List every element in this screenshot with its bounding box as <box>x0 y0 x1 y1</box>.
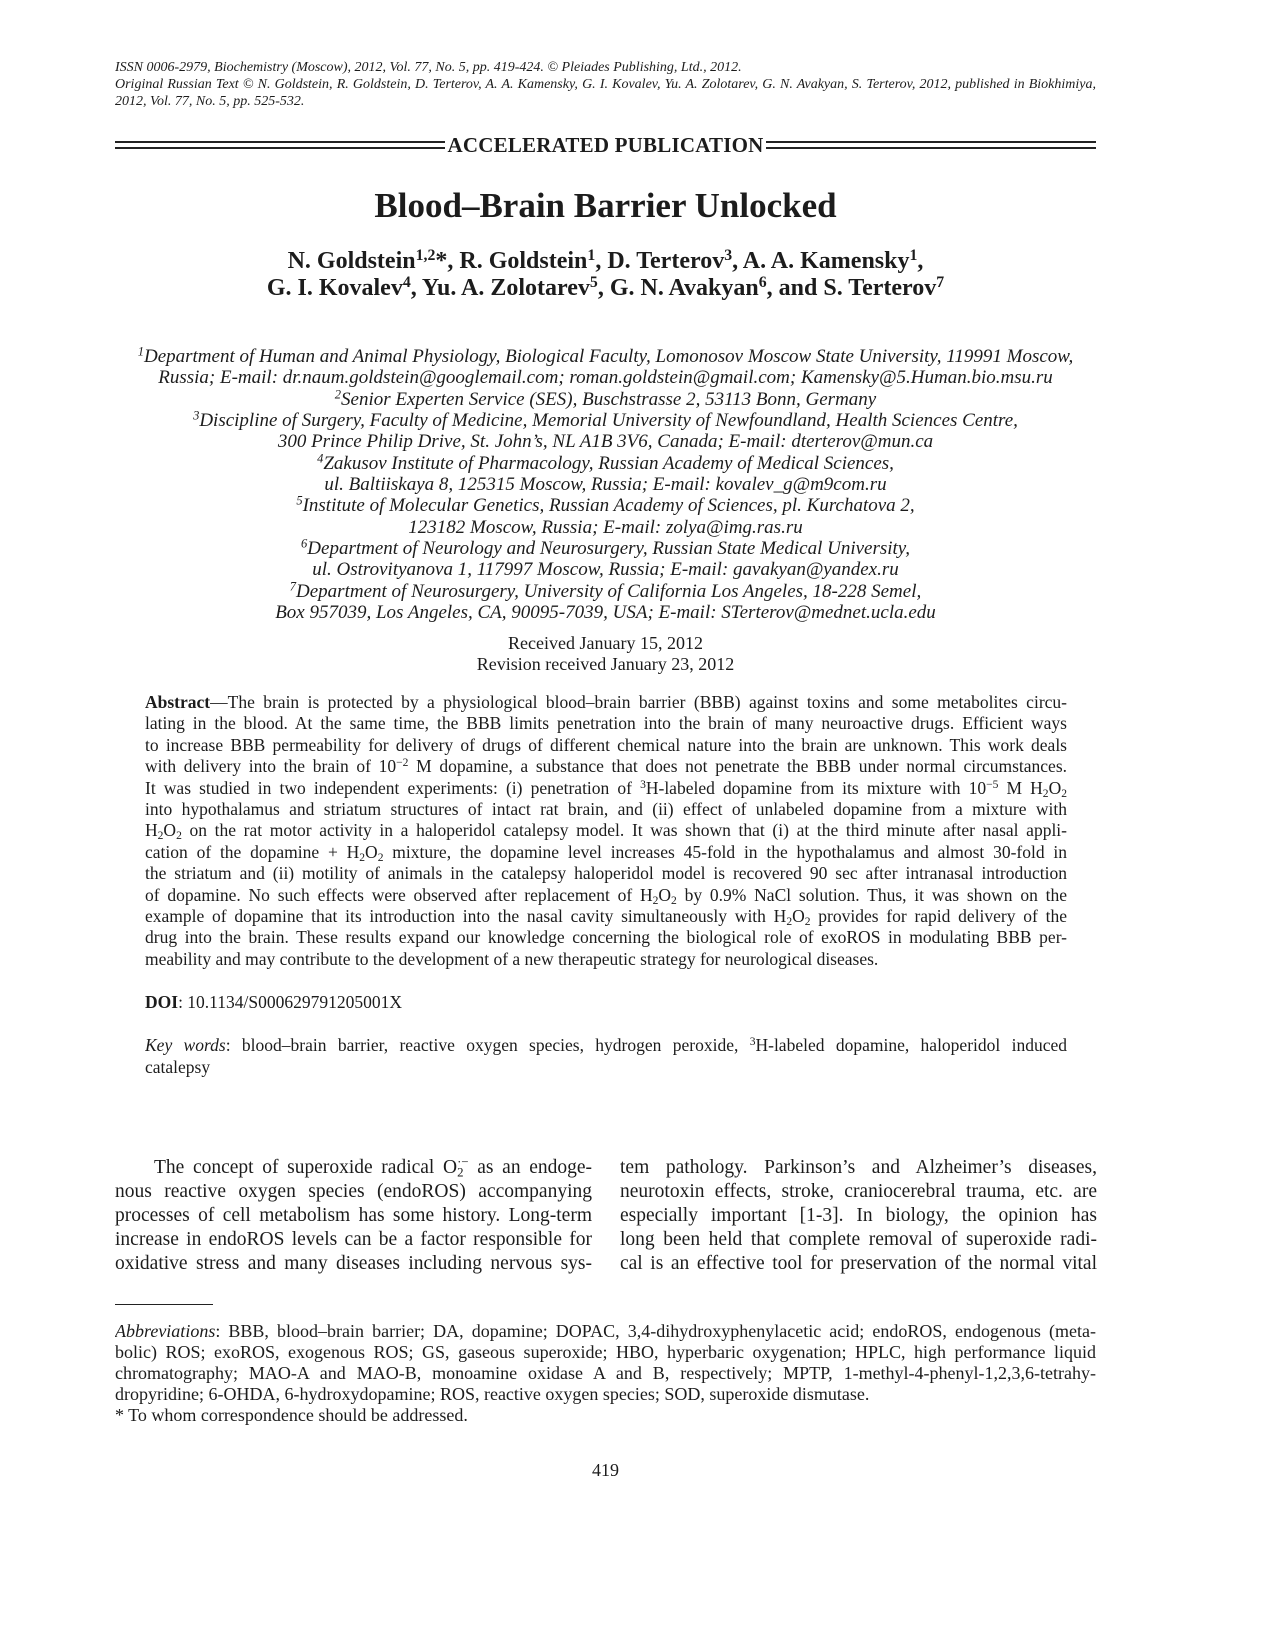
affiliation-line-text: 300 Prince Philip Drive, St. John’s, NL A1B 3V6, Canada; E-mail: dterterov@mun.ca <box>277 431 934 453</box>
footnote-line-text: bolic) ROS; exoROS, exogenous ROS; GS, gaseous superoxide; HBO, hyperbaric oxygenation; HPLC, high performance liquid <box>115 1342 1096 1362</box>
footnote-line-text: chromatography; MAO-A and MAO-B, monoamine oxidase A and B, respectively; MPTP, 1-methyl-4-phenyl-1,2,3,6-tetrahy- <box>115 1363 1096 1383</box>
abstract-line <box>145 799 1067 820</box>
body-line-text: oxidative stress and many diseases including nervous sys- <box>115 1253 592 1274</box>
affiliations <box>115 346 1096 623</box>
subscript: 2 <box>804 916 811 928</box>
abbreviations-footnote <box>115 1321 1096 1405</box>
footnote-line <box>115 1384 1096 1405</box>
affiliation-line-text: Senior Experten Service (SES), Buschstrasse 2, 53113 Bonn, Germany <box>341 388 877 410</box>
bold-label: Abstract <box>145 692 211 712</box>
body-line-text: especially important [1-3]. In biology, the opinion has <box>620 1205 1097 1226</box>
footnote-line-text: dropyridine; 6-OHDA, 6-hydroxydopamine; ROS, reactive oxygen species; SOD, superoxide dismutase. <box>115 1384 870 1404</box>
superscript: 3 <box>724 248 733 265</box>
abstract-line-text: meability and may contribute to the development of a new therapeutic strategy for neurological diseases. <box>145 948 879 969</box>
subscript: 2 <box>786 916 793 928</box>
subscript: 2 <box>1061 787 1067 799</box>
affiliation-line <box>115 517 1096 538</box>
superscript: 7 <box>936 275 945 292</box>
body-line <box>620 1180 1097 1204</box>
subscript: 2 <box>457 1165 464 1180</box>
dates <box>115 633 1096 675</box>
abstract-line <box>145 692 1067 713</box>
body-column-left <box>115 1156 592 1276</box>
revision-date: Revision received January 23, 2012 <box>476 654 735 674</box>
affiliation-line-text: Discipline of Surgery, Faculty of Medicine, Memorial University of Newfoundland, Health Sciences Centre, <box>199 409 1018 431</box>
affiliation-line <box>115 581 1096 602</box>
affiliation-line <box>115 410 1096 431</box>
doi-line-text: : 10.1134/S000629791205001X <box>178 992 403 1012</box>
abstract-line <box>145 927 1067 948</box>
body-line <box>620 1252 1097 1276</box>
author-line-text: , <box>917 248 924 274</box>
author-list <box>115 248 1096 302</box>
abstract-line-text: on the rat motor activity in a haloperidol catalepsy model. It was shown that (i) at the third minute after nasal appli- <box>181 820 1067 841</box>
affiliation-line <box>115 431 1096 452</box>
section-label: ACCELERATED PUBLICATION <box>447 132 764 157</box>
abstract-line-text: M dopamine, a substance that does not penetrate the BBB under normal circumstances. <box>408 756 1067 777</box>
author-line-text: , G. N. Avakyan <box>597 275 759 301</box>
author-line <box>115 275 1096 302</box>
subscript: 2 <box>359 851 366 864</box>
superscript: 3 <box>193 409 200 423</box>
affiliation-line <box>115 559 1096 580</box>
body-line <box>115 1228 592 1252</box>
abstract-line-text: O <box>792 905 805 926</box>
superscript: 1 <box>137 346 144 359</box>
abstract-line-text: to increase BBB permeability for delivery of drugs of different chemical nature into the brain are unknown. This work deals <box>145 734 1067 755</box>
body-line <box>115 1180 592 1204</box>
subscript: 2 <box>652 894 659 906</box>
subscript: 2 <box>157 830 164 842</box>
abstract-line-text: —The brain is protected by a physiological blood–brain barrier (BBB) against toxins and some metabolites circu- <box>210 692 1067 712</box>
abstract-line-text: lating in the blood. At the same time, the BBB limits penetration into the brain of many neuroactive drugs. Efficient ways <box>145 713 1067 734</box>
body-line-text: as an endoge- <box>468 1157 592 1178</box>
abstract <box>145 692 1067 970</box>
correspondence-footnote: * To whom correspondence should be addressed. <box>115 1405 468 1425</box>
keywords <box>145 1035 1067 1078</box>
superscript: 7 <box>289 580 297 594</box>
header-line <box>115 59 1096 76</box>
abstract-line <box>145 863 1067 884</box>
abstract-line-text: of dopamine. No such effects were observed after replacement of H <box>145 884 653 905</box>
affiliation-line <box>115 602 1096 623</box>
affiliation-line <box>115 474 1096 495</box>
author-line-text: *, R. Goldstein <box>435 248 588 274</box>
abstract-line <box>145 713 1067 734</box>
header-line-text: Original Russian Text © N. Goldstein, R. Goldstein, D. Terterov, A. A. Kamensky, G. I. Kovalev, Yu. A. Zolotarev, G. N. Avakyan, S. Terterov, 2012, published in Biokhimiya, <box>115 77 1096 92</box>
abstract-line-text: example of dopamine that its introduction into the nasal cavity simultaneously with H <box>145 905 787 926</box>
body-line <box>115 1156 592 1180</box>
affiliation-line <box>115 495 1096 516</box>
affiliation-line-text: Institute of Molecular Genetics, Russian Academy of Sciences, pl. Kurchatova 2, <box>302 495 915 517</box>
subscript: 2 <box>377 851 384 864</box>
abstract-line <box>145 885 1067 906</box>
footnote-rule <box>115 1304 213 1305</box>
abstract-line <box>145 778 1067 799</box>
abstract-line-text: O <box>163 820 177 841</box>
keywords-line-text: : blood–brain barrier, reactive oxygen species, hydrogen peroxide, <box>225 1035 750 1055</box>
page-number: 419 <box>592 1460 619 1480</box>
affiliation-line <box>115 367 1096 388</box>
abstract-line-text: mixture, the dopamine level increases 45-fold in the hypothalamus and almost 30-fold in <box>383 841 1067 862</box>
superscript: 1,2 <box>415 248 436 265</box>
affiliation-line-text: ul. Ostrovityanova 1, 117997 Moscow, Russia; E-mail: gavakyan@yandex.ru <box>312 559 899 581</box>
body-column-right <box>620 1156 1097 1276</box>
abstract-line-text: into hypothalamus and striatum structures of intact rat brain, and (ii) effect of unlabeled dopamine from a mixture with <box>145 798 1067 819</box>
abstract-line-text: M H <box>998 777 1043 798</box>
abstract-line-text: O <box>658 884 672 905</box>
affiliation-line <box>115 453 1096 474</box>
body-line-text: neurotoxin effects, stroke, craniocerebral trauma, etc. are <box>620 1181 1097 1202</box>
doi-line <box>145 991 1067 1013</box>
author-line <box>115 248 1096 275</box>
affiliation-line-text: Box 957039, Los Angeles, CA, 90095-7039, USA; E-mail: STerterov@mednet.ucla.edu <box>275 601 936 623</box>
abstract-line <box>145 820 1067 841</box>
abstract-line <box>145 906 1067 927</box>
header-line <box>115 93 1096 110</box>
italic-label: Abbreviations <box>115 1321 216 1341</box>
superscript: 2 <box>334 388 342 402</box>
superscript: 3 <box>640 778 646 791</box>
subscript: 2 <box>176 830 182 842</box>
keywords-line-text: H-labeled dopamine, haloperidol induced <box>755 1035 1067 1055</box>
superscript: 4 <box>402 275 411 292</box>
body-line-text: cal is an effective tool for preservation of the normal vital <box>620 1253 1097 1274</box>
superscript: 6 <box>301 537 308 551</box>
double-rule-left <box>115 141 445 149</box>
abstract-line-text: with delivery into the brain of 10 <box>145 756 397 777</box>
abstract-line-text: H-labeled dopamine from its mixture with 10 <box>645 777 987 798</box>
body-line-text: increase in endoROS levels can be a factor responsible for <box>115 1229 592 1250</box>
body-line-text: The concept of superoxide radical O <box>154 1157 458 1178</box>
superscript: 1 <box>587 248 596 265</box>
abstract-line-text: H <box>145 820 158 841</box>
keywords-line <box>145 1035 1067 1057</box>
header-line-text: 2012, Vol. 77, No. 5, pp. 525-532. <box>115 94 305 109</box>
author-line-text: , Yu. A. Zolotarev <box>410 275 590 301</box>
keywords-line-text: catalepsy <box>145 1056 211 1077</box>
journal-header <box>115 59 1096 110</box>
italic-label: Key words <box>145 1035 226 1055</box>
abstract-line-text: the striatum and (ii) motility of animals in the catalepsy haloperidol model is recovered 90 sec after intranasal introduction <box>145 863 1067 884</box>
body-line <box>620 1204 1097 1228</box>
abstract-line-text: by 0.9% NaCl solution. Thus, it was shown on the <box>676 884 1067 905</box>
abstract-line <box>145 756 1067 777</box>
abstract-line-text: O <box>1048 777 1062 798</box>
superscript: 6 <box>758 275 767 292</box>
affiliation-line-text: Russia; E-mail: dr.naum.goldstein@googlemail.com; roman.goldstein@gmail.com; Kamensky@5.Human.bio.msu.ru <box>158 367 1053 389</box>
abstract-line <box>145 949 1067 970</box>
abstract-line-text: O <box>365 841 378 862</box>
header-line <box>115 76 1096 93</box>
affiliation-line-text: ul. Baltiiskaya 8, 125315 Moscow, Russia; E-mail: kovalev_g@m9com.ru <box>324 473 887 495</box>
superscript: ·− <box>457 1156 469 1169</box>
author-line-text: N. Goldstein <box>287 248 416 274</box>
superscript: −5 <box>986 778 999 791</box>
body-line-text: nous reactive oxygen species (endoROS) accompanying <box>115 1181 592 1202</box>
superscript: 1 <box>909 248 918 265</box>
footnote-line <box>115 1363 1096 1384</box>
doi <box>145 991 1067 1013</box>
affiliation-line-text: Department of Neurology and Neurosurgery, Russian State Medical University, <box>307 537 910 559</box>
affiliation-line <box>115 389 1096 410</box>
header-line-text: ISSN 0006-2979, Biochemistry (Moscow), 2012, Vol. 77, No. 5, pp. 419-424. © Pleiades Publishing, Ltd., 2012. <box>115 60 742 75</box>
affiliation-line-text: Department of Human and Animal Physiology, Biological Faculty, Lomonosov Moscow State University, 119991 Moscow, <box>143 346 1074 367</box>
article-title: Blood–Brain Barrier Unlocked <box>374 186 837 225</box>
abstract-line-text: cation of the dopamine + H <box>145 841 360 862</box>
section-heading <box>115 131 1096 159</box>
keywords-line <box>145 1057 1067 1079</box>
author-line-text: , A. A. Kamensky <box>732 248 910 274</box>
author-line-text: G. I. Kovalev <box>266 275 403 301</box>
superscript: 5 <box>296 495 303 509</box>
received-date: Received January 15, 2012 <box>508 633 703 653</box>
abstract-line-text: It was studied in two independent experiments: (i) penetration of <box>145 777 641 798</box>
superscript: 3 <box>749 1036 756 1049</box>
body-line <box>115 1252 592 1276</box>
body-line <box>620 1228 1097 1252</box>
author-line-text: , and S. Terterov <box>766 275 937 301</box>
body-line-text: tem pathology. Parkinson’s and Alzheimer’s diseases, <box>620 1157 1097 1178</box>
subscript: 2 <box>671 894 677 906</box>
footnote-line <box>115 1321 1096 1342</box>
body-line <box>115 1204 592 1228</box>
affiliation-line-text: 123182 Moscow, Russia; E-mail: zolya@img.ras.ru <box>408 516 803 538</box>
affiliation-line <box>115 346 1096 367</box>
abstract-line <box>145 735 1067 756</box>
body-line-text: long been held that complete removal of superoxide radi- <box>620 1229 1097 1250</box>
superscript: 5 <box>589 275 598 292</box>
affiliation-line-text: Department of Neurosurgery, University of California Los Angeles, 18-228 Semel, <box>296 580 922 602</box>
footnote-line-text: : BBB, blood–brain barrier; DA, dopamine; DOPAC, 3,4-dihydroxyphenylacetic acid; endoROS, endogenous (meta- <box>215 1321 1096 1341</box>
body-line-text: processes of cell metabolism has some history. Long-term <box>115 1205 592 1226</box>
body-line <box>620 1156 1097 1180</box>
abstract-line <box>145 842 1067 863</box>
abstract-line-text: provides for rapid delivery of the <box>810 905 1067 926</box>
bold-label: DOI <box>145 992 179 1012</box>
affiliation-line-text: Zakusov Institute of Pharmacology, Russian Academy of Medical Sciences, <box>323 452 894 474</box>
superscript: 4 <box>317 452 324 466</box>
subscript: 2 <box>1042 787 1049 799</box>
double-rule-right <box>766 141 1096 149</box>
affiliation-line <box>115 538 1096 559</box>
superscript: −2 <box>396 757 409 770</box>
footnote-line <box>115 1342 1096 1363</box>
author-line-text: , D. Terterov <box>595 248 725 274</box>
abstract-line-text: drug into the brain. These results expand our knowledge concerning the biological role of exoROS in modulating BBB per- <box>145 927 1067 948</box>
